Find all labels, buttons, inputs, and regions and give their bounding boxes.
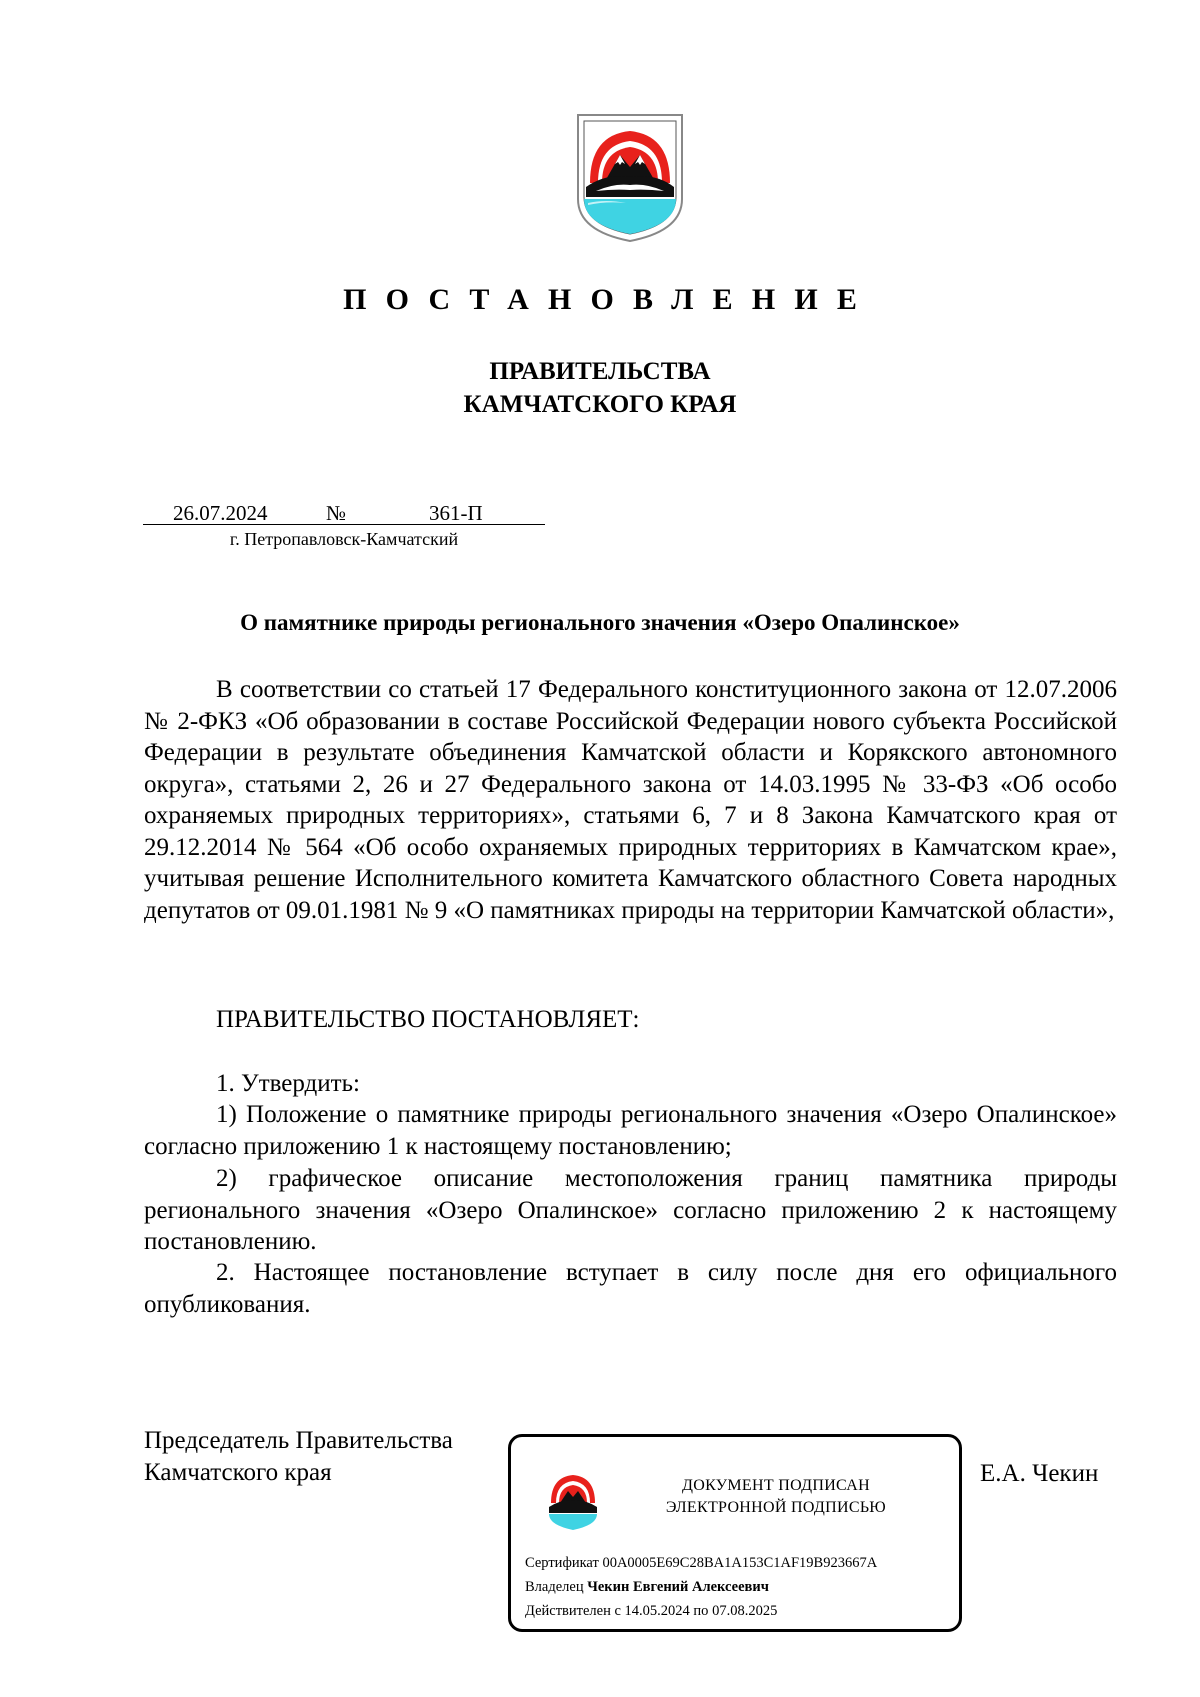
- item-1-1: 1) Положение о памятнике природы регионального значения «Озеро Опалинское» согласно приложению 1 к настоящему постановлению;: [144, 1101, 1117, 1160]
- owner-label: Владелец: [525, 1579, 584, 1595]
- coat-of-arms-icon: [576, 113, 684, 243]
- document-number: 361-П: [429, 501, 483, 525]
- validity-from: 14.05.2024: [624, 1603, 690, 1619]
- owner-row: [525, 1578, 769, 1596]
- signer-position-line-1: Председатель Правительства: [144, 1427, 453, 1454]
- validity-to-label: по: [693, 1603, 709, 1619]
- signer-position: [144, 1425, 504, 1489]
- esign-title: [611, 1475, 941, 1519]
- preamble-paragraph: В соответствии со статьей 17 Федерального конституционного закона от 12.07.2006 № 2-ФКЗ «Об образовании в составе Российской Федерации нового субъекта Российской Федерации в результате объединения Камчатской области и Корякского автономного округа», статьями 2, 26 и 27 Федерального закона от 14.03.1995 № 33-ФЗ «Об особо охраняемых природных территориях», статьями 6, 7 и 8 Закона Камчатского края от 29.12.2014 № 564 «Об особо охраняемых природных территориях в Камчатском крае», учитывая решение Исполнительного комитета Камчатского областного Совета народных депутатов от 09.01.1981 № 9 «О памятниках природы на территории Камчатской области»,: [144, 676, 1117, 924]
- document-city: г. Петропавловск-Камчатский: [229, 529, 459, 549]
- certificate-row: [525, 1554, 877, 1572]
- validity-row: [525, 1602, 777, 1620]
- signer-name: Е.А. Чекин: [980, 1460, 1099, 1487]
- emblem-icon: [547, 1473, 599, 1531]
- date-number-line: [143, 501, 545, 525]
- issuer-line-1: ПРАВИТЕЛЬСТВА: [489, 358, 711, 385]
- item-1-2: 2) графическое описание местоположения границ памятника природы регионального значения «Озеро Опалинское» согласно приложению 2 к настоящему постановлению.: [144, 1165, 1117, 1255]
- document-subject: О памятнике природы регионального значения «Озеро Опалинское»: [240, 610, 960, 635]
- certificate-value: 00A0005E69C28BA1A153C1AF19B923667A: [602, 1555, 878, 1571]
- certificate-label: Сертификат: [525, 1555, 599, 1571]
- resolves-paragraph: ПРАВИТЕЛЬСТВО ПОСТАНОВЛЯЕТ:: [216, 1006, 640, 1033]
- issuer-line-2: КАМЧАТСКОГО КРАЯ: [463, 391, 737, 418]
- number-sign: №: [326, 501, 347, 525]
- item-2: 2. Настоящее постановление вступает в силу после дня его официального опубликования.: [144, 1259, 1117, 1318]
- validity-label: Действителен с: [525, 1603, 621, 1619]
- signer-position-line-2: Камчатского края: [144, 1459, 332, 1486]
- document-date: 26.07.2024: [173, 501, 268, 525]
- electronic-signature-stamp: [508, 1434, 962, 1632]
- esign-title-line-1: ДОКУМЕНТ ПОДПИСАН: [682, 1477, 870, 1494]
- owner-value: Чекин Евгений Алексеевич: [587, 1579, 769, 1595]
- document-type-heading: ПОСТАНОВЛЕНИЕ: [343, 283, 877, 316]
- validity-to: 07.08.2025: [712, 1603, 778, 1619]
- esign-title-line-2: ЭЛЕКТРОННОЙ ПОДПИСЬЮ: [665, 1499, 887, 1516]
- date-underline: [143, 524, 545, 525]
- item-1: 1. Утвердить:: [216, 1070, 360, 1097]
